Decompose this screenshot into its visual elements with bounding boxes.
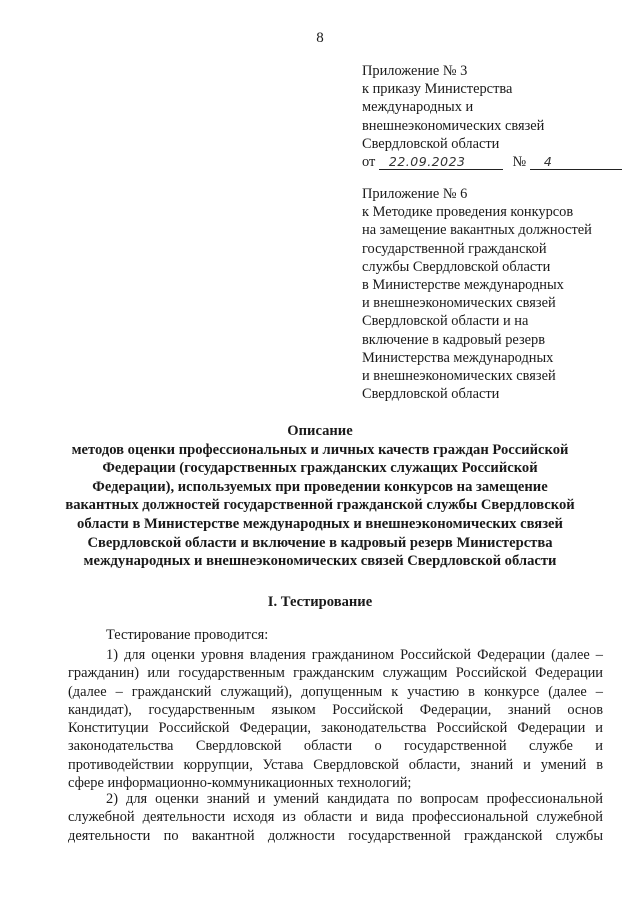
- appendix-line: и внешнеэкономических связей: [362, 295, 556, 312]
- appendix-line: Свердловской области и на: [362, 313, 529, 330]
- paragraph-line: служебной деятельности исходя из области и вида профессиональной служебной: [68, 809, 603, 826]
- paragraph-line: сфере информационно-коммуникационных технологий;: [68, 775, 412, 792]
- appendix-line: международных и: [362, 99, 474, 116]
- appendix-line: на замещение вакантных должностей: [362, 222, 592, 239]
- title-line: Описание: [287, 423, 353, 439]
- intro-paragraph: Тестирование проводится:: [106, 627, 269, 643]
- appendix-line: включение в кадровый резерв: [362, 331, 546, 348]
- number-prefix: №: [512, 154, 527, 171]
- appendix-6-header: [362, 185, 632, 403]
- appendix-line: Министерства международных: [362, 349, 554, 366]
- number-field: [530, 155, 622, 170]
- paragraph-line: Конституции Российской Федерации, законодательства Российской Федерации и: [68, 720, 603, 737]
- paragraph-line: (далее – гражданский служащий), допущенным к участию в конкурсе (далее –: [68, 683, 603, 700]
- appendix-line: Свердловской области: [362, 386, 500, 403]
- paragraph-line: 2) для оценки знаний и умений кандидата по вопросам профессиональной: [106, 791, 603, 807]
- list-item-1: [68, 646, 603, 792]
- order-date-line: [362, 153, 632, 171]
- appendix-line: службы Свердловской области: [362, 258, 551, 275]
- appendix-line: к приказу Министерства: [362, 81, 513, 98]
- page-number: 8: [316, 30, 324, 46]
- date-prefix: от: [362, 154, 376, 171]
- paragraph-line: кандидат), государственным языком Российской Федерации, знаний основ: [68, 701, 603, 718]
- appendix-3-header: [362, 62, 632, 171]
- title-line: области в Министерстве международных и внешнеэкономических связей: [77, 515, 563, 532]
- title-line: Федерации), используемых при проведении конкурсов на замещение: [92, 478, 548, 495]
- appendix-line: и внешнеэкономических связей: [362, 368, 556, 385]
- document-title: [0, 422, 640, 571]
- appendix-line: к Методике проведения конкурсов: [362, 204, 574, 221]
- paragraph-line: гражданин) или государственным гражданским служащим Российской Федерации: [68, 665, 603, 682]
- title-line: Федерации (государственных гражданских служащих Российской: [102, 460, 538, 477]
- appendix-line: государственной гражданской: [362, 240, 547, 257]
- date-field: [379, 155, 503, 170]
- paragraph-line: деятельности по вакантной должности государственной гражданской службы: [68, 827, 603, 844]
- appendix-line: в Министерстве международных: [362, 277, 564, 294]
- handwritten-date: 22.09.2023: [388, 154, 466, 170]
- appendix-line: Приложение № 6: [362, 186, 468, 202]
- paragraph-line: противодействии коррупции, Устава Свердловской области, знаний и умений в: [68, 756, 603, 773]
- list-item-2: [68, 790, 603, 845]
- title-line: вакантных должностей государственной гражданской службы Свердловской: [65, 497, 575, 514]
- paragraph-line: 1) для оценки уровня владения гражданином Российской Федерации (далее –: [106, 647, 603, 663]
- title-line: методов оценки профессиональных и личных качеств граждан Российской: [71, 441, 569, 458]
- title-line: Свердловской области и включение в кадровый резерв Министерства: [87, 534, 553, 551]
- appendix-line: Приложение № 3: [362, 63, 468, 79]
- appendix-line: Свердловской области: [362, 135, 500, 152]
- appendix-line: внешнеэкономических связей: [362, 117, 545, 134]
- title-line: международных и внешнеэкономических связей Свердловской области: [83, 553, 557, 570]
- handwritten-number: 4: [543, 154, 553, 170]
- paragraph-line: законодательства Свердловской области о государственной службе и: [68, 738, 603, 755]
- section-heading: I. Тестирование: [267, 594, 373, 610]
